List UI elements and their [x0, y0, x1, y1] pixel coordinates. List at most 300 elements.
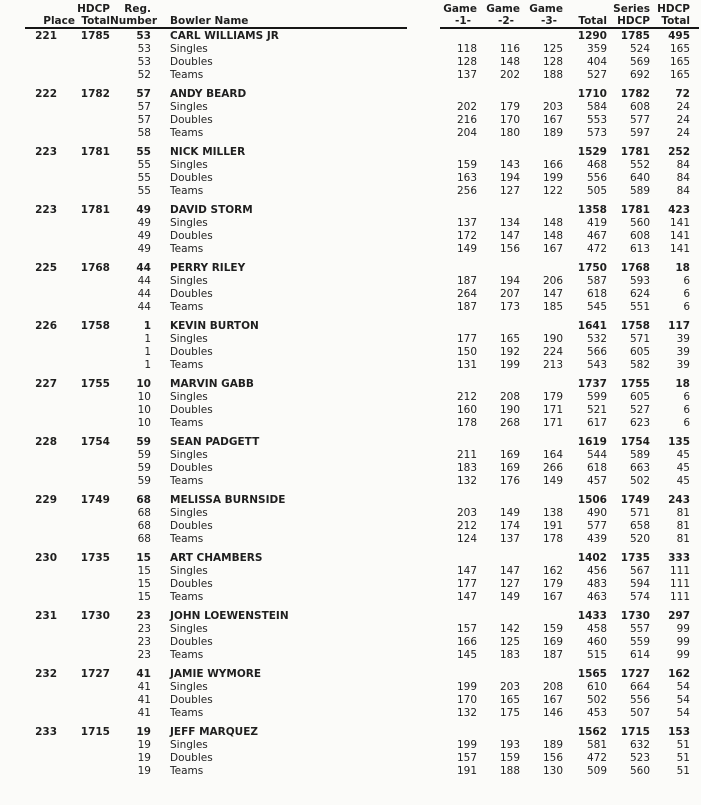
- hdcp-total-cell: 1727: [80, 668, 110, 680]
- event-name-cell: Doubles: [170, 636, 213, 648]
- total-cell: 460: [586, 636, 607, 648]
- game3-cell: 138: [542, 507, 563, 519]
- game2-cell: [477, 314, 520, 333]
- game3-cell: 266: [542, 462, 563, 474]
- game1-cell: [440, 314, 477, 333]
- game2-cell: 176: [499, 475, 520, 487]
- header-rule-left: [25, 27, 407, 29]
- game2-cell: 202: [499, 69, 520, 81]
- place-cell: [0, 475, 75, 488]
- game3-cell: [520, 198, 563, 217]
- game2-cell: 134: [499, 217, 520, 229]
- game2-cell: 175: [499, 707, 520, 719]
- reg-number-cell: 57: [136, 88, 151, 100]
- reg-number-cell: 59: [137, 462, 151, 474]
- series-hdcp-cell: 560: [629, 765, 650, 777]
- series-hdcp-cell: 507: [629, 707, 650, 719]
- place-cell: [0, 288, 75, 301]
- hdcp-total-right-cell: 141: [669, 230, 690, 242]
- place-cell: [0, 694, 75, 707]
- total-cell: 584: [586, 101, 607, 113]
- reg-number-cell: 41: [137, 694, 151, 706]
- game3-cell: 171: [542, 417, 563, 429]
- hdcp-total-right-cell: 45: [676, 462, 690, 474]
- game3-cell: 166: [542, 159, 563, 171]
- header-hdcp-total-line1: HDCP: [77, 3, 110, 15]
- series-hdcp-cell: 1755: [620, 378, 650, 390]
- hdcp-total-right-cell: 165: [669, 69, 690, 81]
- series-hdcp-cell: 608: [629, 101, 650, 113]
- bowler-event-row: [0, 591, 690, 604]
- game2-cell: [477, 662, 520, 681]
- place-cell: [0, 507, 75, 520]
- place-cell: [0, 649, 75, 662]
- bowler-summary-row: [0, 256, 690, 275]
- reg-number-cell: 44: [136, 262, 151, 274]
- game3-cell: [520, 314, 563, 333]
- reg-number-cell: 41: [136, 668, 151, 680]
- hdcp-total-cell: [75, 623, 110, 636]
- hdcp-total-right-cell: 165: [669, 56, 690, 68]
- bowler-event-row: [0, 333, 690, 346]
- series-hdcp-cell: 594: [629, 578, 650, 590]
- series-hdcp-cell: 1782: [620, 88, 650, 100]
- hdcp-total-cell: [75, 391, 110, 404]
- event-name-cell: Teams: [170, 591, 204, 603]
- series-hdcp-cell: 589: [629, 449, 650, 461]
- event-name-cell: Teams: [170, 243, 204, 255]
- series-hdcp-cell: 574: [629, 591, 650, 603]
- game2-cell: 127: [499, 185, 520, 197]
- game2-cell: [477, 488, 520, 507]
- game1-cell: 183: [456, 462, 477, 474]
- total-cell: 472: [586, 243, 607, 255]
- game1-cell: [440, 720, 477, 739]
- bowler-summary-row: [0, 198, 690, 217]
- reg-number-cell: 10: [137, 417, 151, 429]
- place-cell: [0, 56, 75, 69]
- reg-number-cell: 23: [137, 649, 151, 661]
- bowler-summary-row: [0, 604, 690, 623]
- total-cell: 553: [586, 114, 607, 126]
- total-cell: 1750: [577, 262, 607, 274]
- total-cell: 573: [586, 127, 607, 139]
- bowler-event-row: [0, 288, 690, 301]
- reg-number-cell: 19: [136, 726, 151, 738]
- game1-cell: 147: [456, 591, 477, 603]
- reg-number-cell: 59: [136, 436, 151, 448]
- game1-cell: 256: [456, 185, 477, 197]
- game1-cell: 145: [456, 649, 477, 661]
- bowler-summary-row: [0, 140, 690, 159]
- total-cell: 404: [586, 56, 607, 68]
- header-bowler-name: Bowler Name: [170, 15, 249, 27]
- bowler-event-row: [0, 565, 690, 578]
- game1-cell: [440, 140, 477, 159]
- game1-cell: 166: [456, 636, 477, 648]
- game1-cell: 211: [456, 449, 477, 461]
- bowler-event-row: [0, 765, 690, 778]
- bowler-name-cell: ANDY BEARD: [170, 88, 247, 100]
- game2-cell: 116: [499, 43, 520, 55]
- bowler-event-row: [0, 391, 690, 404]
- series-hdcp-cell: 613: [629, 243, 650, 255]
- game1-cell: 157: [456, 623, 477, 635]
- bowler-name-cell: NICK MILLER: [170, 146, 246, 158]
- bowler-event-row: [0, 56, 690, 69]
- hdcp-total-right-cell: 135: [668, 436, 690, 448]
- game2-cell: 173: [499, 301, 520, 313]
- place-cell: 223: [35, 146, 57, 158]
- bowler-summary-row: [0, 546, 690, 565]
- hdcp-total-cell: [75, 739, 110, 752]
- bowler-event-row: [0, 359, 690, 372]
- hdcp-total-right-cell: 24: [676, 114, 690, 126]
- hdcp-total-cell: [75, 449, 110, 462]
- event-name-cell: Doubles: [170, 230, 213, 242]
- reg-number-cell: 49: [137, 217, 151, 229]
- bowler-summary-row: [0, 488, 690, 507]
- hdcp-total-cell: [75, 649, 110, 662]
- place-cell: [0, 172, 75, 185]
- game2-cell: 137: [499, 533, 520, 545]
- hdcp-total-cell: [75, 591, 110, 604]
- event-name-cell: Singles: [170, 623, 208, 635]
- hdcp-total-cell: [75, 56, 110, 69]
- place-cell: [0, 346, 75, 359]
- bowler-name-cell: DAVID STORM: [170, 204, 253, 216]
- total-cell: 617: [586, 417, 607, 429]
- series-hdcp-cell: 589: [629, 185, 650, 197]
- game1-cell: 118: [456, 43, 477, 55]
- game2-cell: [477, 430, 520, 449]
- reg-number-cell: 49: [137, 243, 151, 255]
- reg-number-cell: 49: [136, 204, 151, 216]
- game1-cell: 150: [456, 346, 477, 358]
- total-cell: 1737: [577, 378, 607, 390]
- game1-cell: [440, 27, 477, 43]
- game1-cell: 160: [456, 404, 477, 416]
- hdcp-total-cell: 1755: [80, 378, 110, 390]
- game3-cell: 167: [542, 591, 563, 603]
- hdcp-total-cell: 1730: [80, 610, 110, 622]
- place-cell: [0, 127, 75, 140]
- event-name-cell: Teams: [170, 417, 204, 429]
- reg-number-cell: 55: [136, 146, 151, 158]
- place-cell: [0, 359, 75, 372]
- place-cell: [0, 69, 75, 82]
- hdcp-total-right-cell: 18: [675, 262, 690, 274]
- place-cell: [0, 230, 75, 243]
- total-cell: 515: [586, 649, 607, 661]
- series-hdcp-cell: 527: [629, 404, 650, 416]
- place-cell: 230: [35, 552, 57, 564]
- bowler-event-row: [0, 185, 690, 198]
- series-hdcp-cell: 605: [629, 391, 650, 403]
- header-place-spacer: [0, 0, 75, 15]
- hdcp-total-right-cell: 117: [668, 320, 690, 332]
- total-cell: 527: [586, 69, 607, 81]
- hdcp-total-cell: [75, 752, 110, 765]
- game1-cell: [440, 256, 477, 275]
- place-cell: 223: [35, 204, 57, 216]
- game1-cell: [440, 372, 477, 391]
- place-cell: [0, 404, 75, 417]
- hdcp-total-cell: 1735: [80, 552, 110, 564]
- place-cell: 227: [35, 378, 57, 390]
- event-name-cell: Singles: [170, 391, 208, 403]
- game1-cell: 172: [456, 230, 477, 242]
- total-cell: 439: [586, 533, 607, 545]
- total-cell: 419: [586, 217, 607, 229]
- total-cell: 581: [586, 739, 607, 751]
- total-cell: 502: [586, 694, 607, 706]
- hdcp-total-cell: [75, 636, 110, 649]
- game3-cell: 159: [542, 623, 563, 635]
- hdcp-total-right-cell: 141: [669, 243, 690, 255]
- bowler-name-cell: CARL WILLIAMS JR: [170, 30, 279, 42]
- hdcp-total-right-cell: 6: [683, 301, 690, 313]
- game2-cell: 170: [499, 114, 520, 126]
- hdcp-total-right-cell: 45: [676, 449, 690, 461]
- game3-cell: [520, 720, 563, 739]
- series-hdcp-cell: 559: [629, 636, 650, 648]
- game3-cell: [520, 430, 563, 449]
- game3-cell: [520, 82, 563, 101]
- game3-cell: 130: [542, 765, 563, 777]
- hdcp-total-cell: [75, 172, 110, 185]
- hdcp-total-right-cell: 333: [668, 552, 690, 564]
- bowler-name-cell: PERRY RILEY: [170, 262, 246, 274]
- hdcp-total-cell: [75, 404, 110, 417]
- game1-cell: 149: [456, 243, 477, 255]
- game3-cell: 128: [542, 56, 563, 68]
- place-cell: 222: [35, 88, 57, 100]
- game1-cell: [440, 198, 477, 217]
- hdcp-total-cell: [75, 507, 110, 520]
- place-cell: [0, 185, 75, 198]
- hdcp-total-right-cell: 153: [668, 726, 690, 738]
- game3-cell: 187: [542, 649, 563, 661]
- reg-number-cell: 10: [137, 404, 151, 416]
- place-cell: [0, 636, 75, 649]
- bowler-event-row: [0, 43, 690, 56]
- game2-cell: 165: [499, 333, 520, 345]
- event-name-cell: Teams: [170, 185, 204, 197]
- hdcp-total-cell: [75, 694, 110, 707]
- hdcp-total-right-cell: 72: [675, 88, 690, 100]
- series-hdcp-cell: 556: [629, 694, 650, 706]
- game2-cell: 149: [499, 591, 520, 603]
- game2-cell: 199: [499, 359, 520, 371]
- series-hdcp-cell: 1727: [620, 668, 650, 680]
- reg-number-cell: 1: [144, 346, 151, 358]
- hdcp-total-right-cell: 84: [676, 159, 690, 171]
- event-name-cell: Doubles: [170, 346, 213, 358]
- game2-cell: 174: [499, 520, 520, 532]
- bowler-block: [0, 27, 690, 82]
- reg-number-cell: 68: [137, 520, 151, 532]
- place-cell: [0, 520, 75, 533]
- total-cell: 532: [586, 333, 607, 345]
- game3-cell: 188: [542, 69, 563, 81]
- game2-cell: 190: [499, 404, 520, 416]
- game2-cell: 183: [499, 649, 520, 661]
- hdcp-total-cell: [75, 288, 110, 301]
- place-cell: [0, 591, 75, 604]
- reg-number-cell: 23: [136, 610, 151, 622]
- total-cell: 587: [586, 275, 607, 287]
- series-hdcp-cell: 557: [629, 623, 650, 635]
- bowler-event-row: [0, 346, 690, 359]
- header-series-line1: Series: [613, 3, 650, 15]
- total-cell: 521: [586, 404, 607, 416]
- game2-cell: [477, 546, 520, 565]
- game1-cell: 157: [456, 752, 477, 764]
- game2-cell: 125: [499, 636, 520, 648]
- game3-cell: 167: [542, 114, 563, 126]
- game3-cell: 179: [542, 391, 563, 403]
- hdcp-total-cell: [75, 520, 110, 533]
- series-hdcp-cell: 524: [629, 43, 650, 55]
- hdcp-total-cell: [75, 417, 110, 430]
- reg-number-cell: 58: [137, 127, 151, 139]
- bowler-block: [0, 82, 690, 140]
- place-cell: [0, 114, 75, 127]
- total-cell: 457: [586, 475, 607, 487]
- reg-number-cell: 23: [137, 636, 151, 648]
- game1-cell: 177: [456, 578, 477, 590]
- reg-number-cell: 57: [137, 101, 151, 113]
- reg-number-cell: 15: [136, 552, 151, 564]
- event-name-cell: Singles: [170, 159, 208, 171]
- hdcp-total-right-cell: 54: [676, 707, 690, 719]
- reg-number-cell: 59: [137, 475, 151, 487]
- hdcp-total-cell: [75, 301, 110, 314]
- reg-number-cell: 23: [137, 623, 151, 635]
- reg-number-cell: 53: [137, 43, 151, 55]
- place-cell: 226: [35, 320, 57, 332]
- series-hdcp-cell: 502: [629, 475, 650, 487]
- reg-number-cell: 55: [137, 172, 151, 184]
- game2-cell: 194: [499, 172, 520, 184]
- hdcp-total-cell: [75, 359, 110, 372]
- total-cell: 566: [586, 346, 607, 358]
- hdcp-total-cell: [75, 275, 110, 288]
- hdcp-total-cell: [75, 127, 110, 140]
- game3-cell: 164: [542, 449, 563, 461]
- place-cell: [0, 765, 75, 778]
- series-hdcp-cell: 569: [629, 56, 650, 68]
- game3-cell: [520, 662, 563, 681]
- hdcp-total-right-cell: 6: [683, 288, 690, 300]
- header-game2-line1: Game: [486, 3, 520, 15]
- game3-cell: 148: [542, 217, 563, 229]
- event-name-cell: Singles: [170, 565, 208, 577]
- game2-cell: 169: [499, 462, 520, 474]
- place-cell: [0, 417, 75, 430]
- game3-cell: 199: [542, 172, 563, 184]
- place-cell: 225: [35, 262, 57, 274]
- game3-cell: 162: [542, 565, 563, 577]
- hdcp-total-cell: [75, 114, 110, 127]
- bowler-summary-row: [0, 314, 690, 333]
- series-hdcp-cell: 1768: [620, 262, 650, 274]
- header-game3-line2: -3-: [540, 15, 557, 27]
- bowler-block: [0, 662, 690, 720]
- hdcp-total-right-cell: 81: [676, 533, 690, 545]
- event-name-cell: Teams: [170, 707, 204, 719]
- event-name-cell: Singles: [170, 507, 208, 519]
- total-cell: 463: [586, 591, 607, 603]
- hdcp-total-cell: [75, 475, 110, 488]
- place-cell: [0, 707, 75, 720]
- total-cell: 1710: [577, 88, 607, 100]
- game1-cell: 124: [456, 533, 477, 545]
- hdcp-total-right-cell: 162: [668, 668, 690, 680]
- event-name-cell: Doubles: [170, 578, 213, 590]
- game1-cell: 132: [456, 475, 477, 487]
- bowler-event-row: [0, 462, 690, 475]
- series-hdcp-cell: 640: [629, 172, 650, 184]
- event-name-cell: Doubles: [170, 56, 213, 68]
- bowler-block: [0, 256, 690, 314]
- reg-number-cell: 52: [137, 69, 151, 81]
- total-cell: 1641: [577, 320, 607, 332]
- reg-number-cell: 55: [137, 159, 151, 171]
- hdcp-total-cell: [75, 533, 110, 546]
- reg-number-cell: 15: [137, 591, 151, 603]
- hdcp-total-right-cell: 24: [676, 127, 690, 139]
- table-header: [0, 0, 690, 27]
- reg-number-cell: 15: [137, 578, 151, 590]
- game1-cell: 199: [456, 739, 477, 751]
- place-cell: 221: [35, 30, 57, 42]
- game3-cell: 189: [542, 739, 563, 751]
- event-name-cell: Doubles: [170, 404, 213, 416]
- reg-number-cell: 15: [137, 565, 151, 577]
- hdcp-total-right-cell: 111: [669, 578, 690, 590]
- hdcp-total-cell: [75, 765, 110, 778]
- game3-cell: [520, 604, 563, 623]
- bowler-event-row: [0, 694, 690, 707]
- game1-cell: [440, 82, 477, 101]
- bowler-name-cell: MELISSA BURNSIDE: [170, 494, 286, 506]
- series-hdcp-cell: 1758: [620, 320, 650, 332]
- hdcp-total-right-cell: 81: [676, 520, 690, 532]
- total-cell: 543: [586, 359, 607, 371]
- total-cell: 545: [586, 301, 607, 313]
- bowler-event-row: [0, 649, 690, 662]
- series-hdcp-cell: 1781: [620, 146, 650, 158]
- series-hdcp-cell: 520: [629, 533, 650, 545]
- game1-cell: 132: [456, 707, 477, 719]
- place-cell: [0, 533, 75, 546]
- game3-cell: 213: [542, 359, 563, 371]
- hdcp-total-right-cell: 51: [676, 752, 690, 764]
- game2-cell: 268: [499, 417, 520, 429]
- bowler-summary-row: [0, 430, 690, 449]
- series-hdcp-cell: 658: [629, 520, 650, 532]
- reg-number-cell: 68: [137, 507, 151, 519]
- total-cell: 467: [586, 230, 607, 242]
- reg-number-cell: 19: [137, 752, 151, 764]
- game3-cell: 122: [542, 185, 563, 197]
- series-hdcp-cell: 692: [629, 69, 650, 81]
- game2-cell: 147: [499, 565, 520, 577]
- game1-cell: [440, 430, 477, 449]
- hdcp-total-right-cell: 99: [676, 649, 690, 661]
